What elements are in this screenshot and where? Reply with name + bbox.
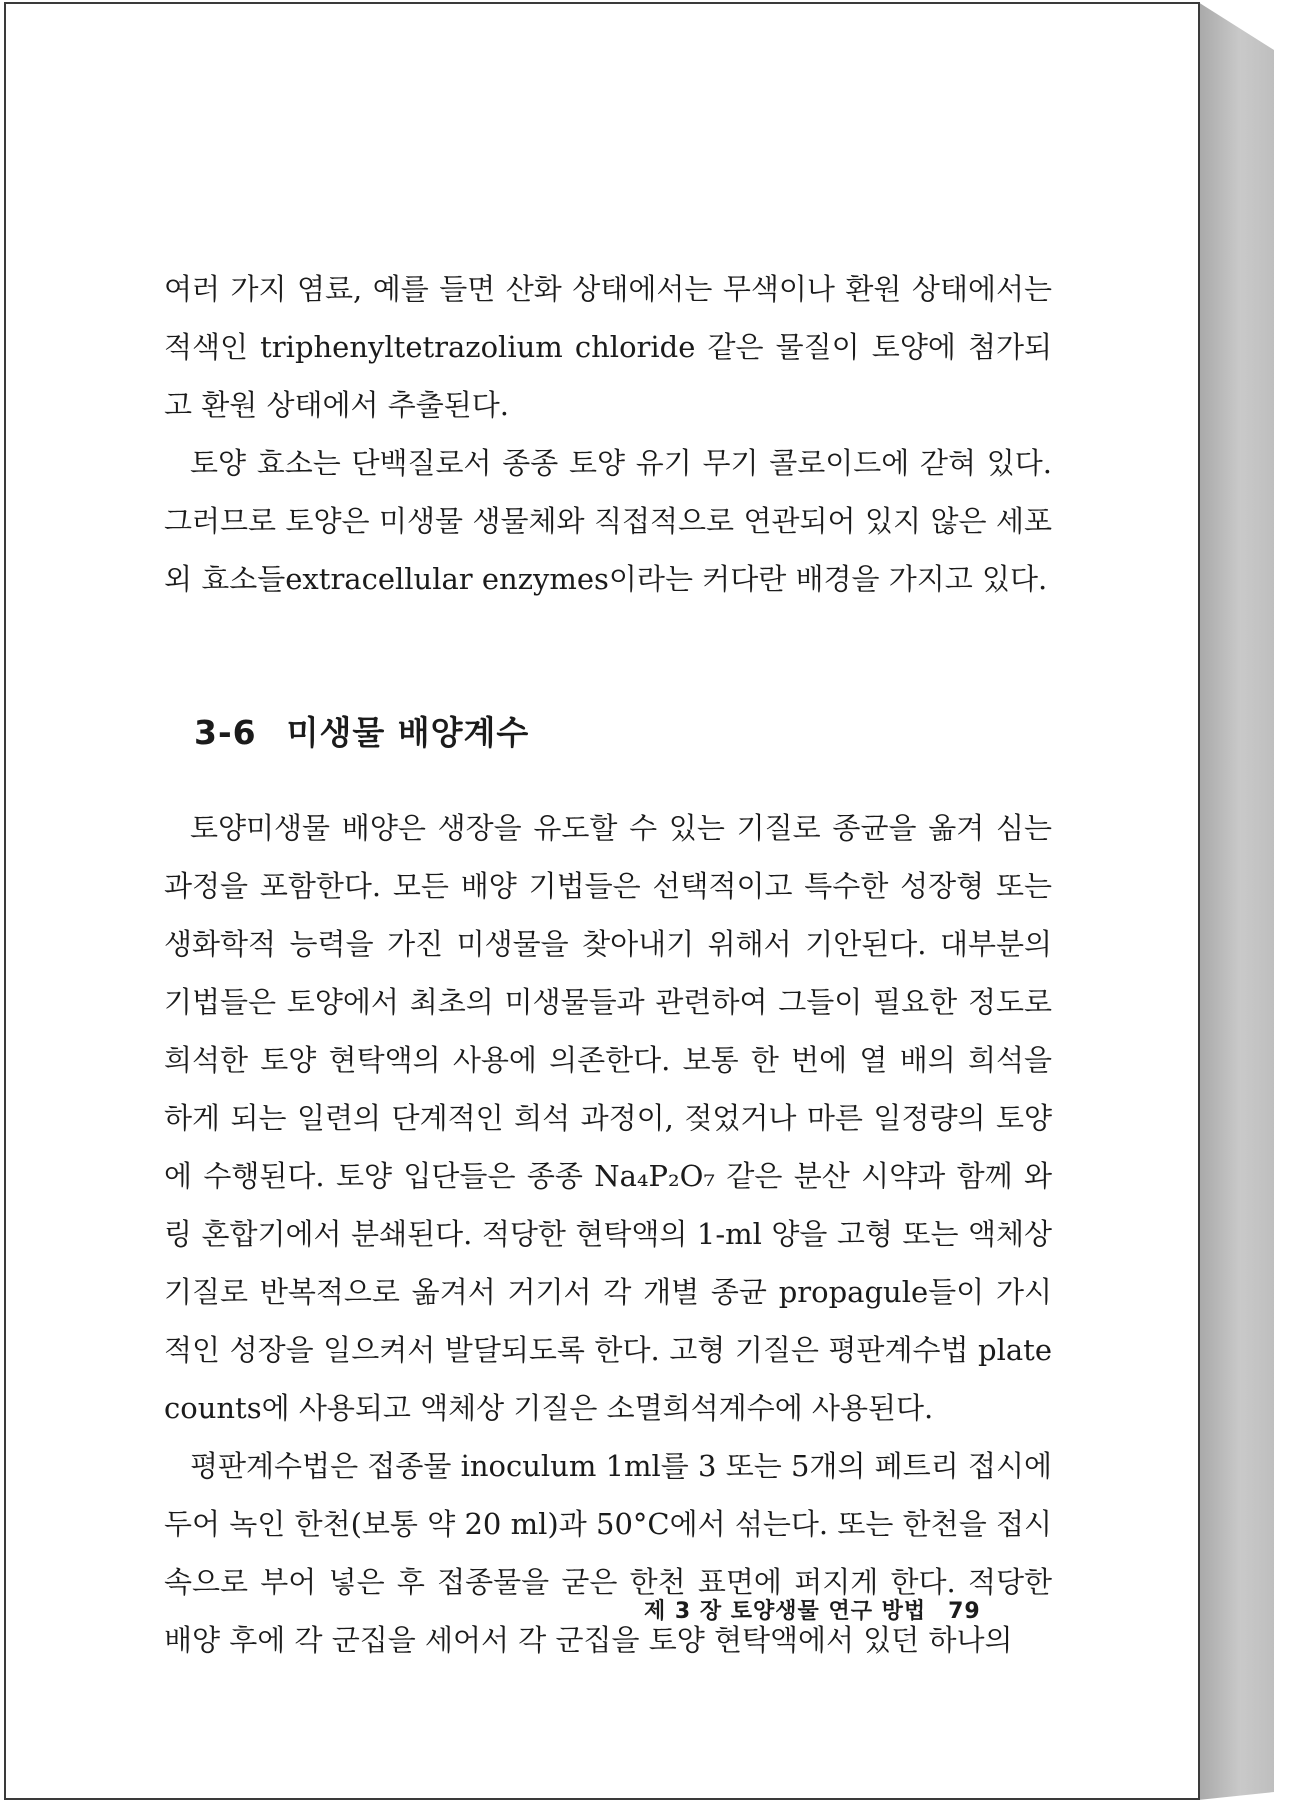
section-title: 미생물 배양계수 <box>286 713 530 752</box>
paragraph: 여러 가지 염료, 예를 들면 산화 상태에서는 무색이나 환원 상태에서는 적색인 triphenyltetrazolium chloride 같은 물질이 토양에 첨가되고 환원 상태에서 추출된다. <box>164 272 1052 422</box>
page-footer <box>644 1594 981 1625</box>
section-number: 3-6 <box>194 713 257 752</box>
page-number: 79 <box>948 1599 981 1624</box>
book <box>4 2 1294 1802</box>
paragraph: 평판계수법은 접종물 inoculum 1ml를 3 또는 5개의 페트리 접시에 두어 녹인 한천(보통 약 20 ml)과 50°C에서 섞는다. 또는 한천을 접시 속으로 부어 넣은 후 접종물을 굳은 한천 표면에 퍼지게 한다. 적당한 배양 후에 각 군집을 세어서 각 군집을 토양 현탁액에서 있던 하나의 <box>164 1449 1052 1657</box>
paragraph: 토양미생물 배양은 생장을 유도할 수 있는 기질로 종균을 옮겨 심는 과정을 포함한다. 모든 배양 기법들은 선택적이고 특수한 성장형 또는 생화학적 능력을 가진 미생물을 찾아내기 위해서 기안된다. 대부분의 기법들은 토양에서 최초의 미생물들과 관련하여 그들이 필요한 정도로 희석한 토양 현탁액의 사용에 의존한다. 보통 한 번에 열 배의 희석을 하게 되는 일련의 단계적인 희석 과정이, 젖었거나 마른 일정량의 토양에 수행된다. 토양 입단들은 종종 Na₄P₂O₇ 같은 분산 시약과 함께 와링 혼합기에서 분쇄된다. 적당한 현탁액의 1-ml 양을 고형 또는 액체상 기질로 반복적으로 옮겨서 거기서 각 개별 종균 propagule들이 가시적인 성장을 일으켜서 발달되도록 한다. 고형 기질은 평판계수법 plate counts에 사용되고 액체상 기질은 소멸희석계수에 사용된다. <box>164 811 1052 1425</box>
top-text-block <box>164 260 1052 608</box>
footer-chapter: 제 3 장 토양생물 연구 방법 <box>644 1599 927 1624</box>
book-page-edges <box>1198 2 1293 1800</box>
section-text-block <box>164 799 1052 1669</box>
paragraph: 토양 효소는 단백질로서 종종 토양 유기 무기 콜로이드에 갇혀 있다. 그러므로 토양은 미생물 생물체와 직접적으로 연관되어 있지 않은 세포외 효소들extracellular enzymes이라는 커다란 배경을 가지고 있다. <box>164 446 1052 596</box>
section-heading <box>194 707 529 754</box>
